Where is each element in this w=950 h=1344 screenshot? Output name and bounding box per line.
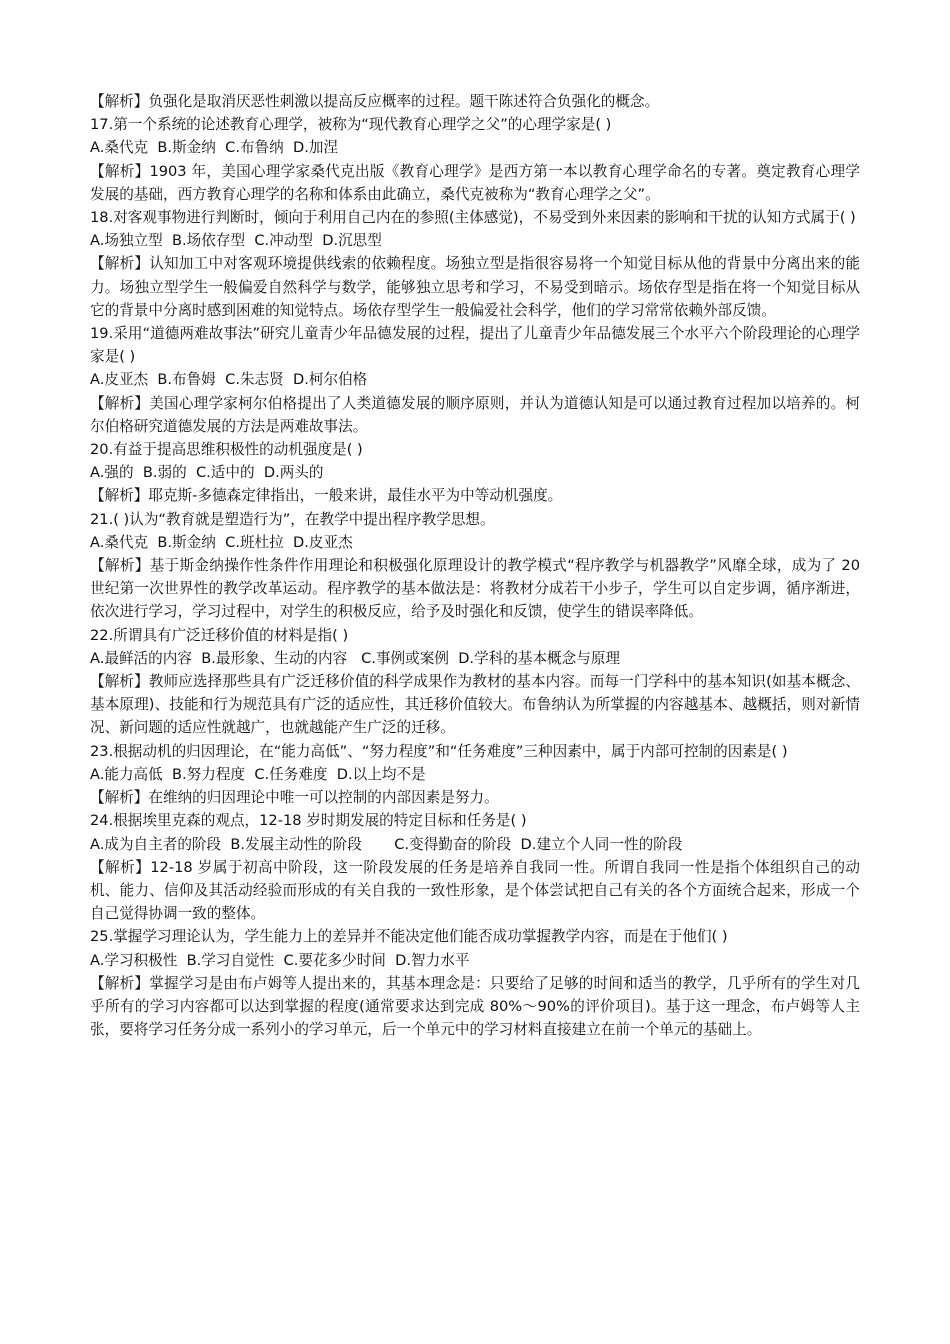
analysis-paragraph: 【解析】负强化是取消厌恶性刺激以提高反应概率的过程。题干陈述符合负强化的概念。 xyxy=(90,93,660,110)
options-25: A.学习积极性 B.学习自觉性 C.要花多少时间 D.智力水平 xyxy=(90,951,470,969)
analysis-23: 【解析】在维纳的归因理论中唯一可以控制的内部因素是努力。 xyxy=(90,789,499,807)
analysis-24: 【解析】12-18 岁属于初高中阶段，这一阶段发展的任务是培养自我同一性。所谓自我同一性是指个体组织自己的动机、能力、信仰及其活动经验而形成的有关自我的一致性形象，是个体尝试把自己有关的各个方面统合起来，形成一个自己觉得协调一致的整体。 xyxy=(90,858,860,923)
question-25: 25.掌握学习理论认为，学生能力上的差异并不能决定他们能否成功掌握教学内容，而是在于他们( ) xyxy=(90,928,728,946)
question-22: 22.所谓具有广泛迁移价值的材料是指( ) xyxy=(90,626,349,644)
options-23: A.能力高低 B.努力程度 C.任务难度 D.以上均不是 xyxy=(90,765,426,783)
options-17: A.桑代克 B.斯金纳 C.布鲁纳 D.加涅 xyxy=(90,139,339,157)
question-17: 17.第一个系统的论述教育心理学，被称为“现代教育心理学之父”的心理学家是( ) xyxy=(90,116,612,134)
question-23: 23.根据动机的归因理论，在“能力高低”、“努力程度”和“任务难度”三种因素中，属于内部可控制的因素是( ) xyxy=(90,742,788,760)
options-20: A.强的 B.弱的 C.适中的 D.两头的 xyxy=(90,464,324,482)
analysis-21: 【解析】基于斯金纳操作性条件作用理论和积极强化原理设计的教学模式“程序教学与机器教学”风靡全球，成为了 20 世纪第一次世界性的教学改革运动。程序教学的基本做法是：将教材分成若干小步子，学生可以自定步调，循序渐进，依次进行学习，学习过程中，对学生的积极反应，给予及时强化和反馈，使学生的错误率降低。 xyxy=(90,557,860,621)
question-18: 18.对客观事物进行判断时，倾向于利用自己内在的参照(主体感觉)，不易受到外来因素的影响和干扰的认知方式属于( ) xyxy=(90,209,856,227)
analysis-25: 【解析】掌握学习是由布卢姆等人提出来的，其基本理念是：只要给了足够的时间和适当的教学，几乎所有的学生对几乎所有的学习内容都可以达到掌握的程度(通常要求达到完成 80%～90%的评价项目)。基于这一理念，布卢姆等人主张，要将学习任务分成一系列小的学习单元，后一个单元中的学习材料直接建立在前一个单元的基础上。 xyxy=(90,974,860,1039)
analysis-19: 【解析】美国心理学家柯尔伯格提出了人类道德发展的顺序原则，并认为道德认知是可以通过教育过程加以培养的。柯尔伯格研究道德发展的方法是两难故事法。 xyxy=(90,394,860,435)
options-22: A.最鲜活的内容 B.最形象、生动的内容 C.事例或案例 D.学科的基本概念与原理 xyxy=(90,649,621,667)
options-19: A.皮亚杰 B.布鲁姆 C.朱志贤 D.柯尔伯格 xyxy=(90,371,368,389)
options-18: A.场独立型 B.场依存型 C.冲动型 D.沉思型 xyxy=(90,232,382,250)
analysis-17: 【解析】1903 年，美国心理学家桑代克出版《教育心理学》是西方第一本以教育心理学命名的专著。奠定教育心理学发展的基础，西方教育心理学的名称和体系由此确立，桑代克被称为“教育心理学之父”。 xyxy=(90,162,860,203)
document-page xyxy=(90,90,860,1041)
options-24: A.成为自主者的阶段 B.发展主动性的阶段 C.变得勤奋的阶段 D.建立个人同一性的阶段 xyxy=(90,835,683,853)
question-19: 19.采用“道德两难故事法”研究儿童青少年品德发展的过程，提出了儿童青少年品德发展三个水平六个阶段理论的心理学家是( ) xyxy=(90,325,860,366)
analysis-18: 【解析】认知加工中对客观环境提供线索的依赖程度。场独立型是指很容易将一个知觉目标从他的背景中分离出来的能力。场独立型学生一般偏爱自然科学与数学，能够独立思考和学习，不易受到暗示。场依存型是指在将一个知觉目标从它的背景中分离时感到困难的知觉特点。场依存型学生一般偏爱社会科学，他们的学习常常依赖外部反馈。 xyxy=(90,255,860,319)
analysis-20: 【解析】耶克斯-多德森定律指出，一般来讲，最佳水平为中等动机强度。 xyxy=(90,487,563,505)
analysis-22: 【解析】教师应选择那些具有广泛迁移价值的科学成果作为教材的基本内容。而每一门学科中的基本知识(如基本概念、基本原理)、技能和行为规范具有广泛的适应性，其迁移价值较大。布鲁纳认为所掌握的内容越基本、越概括，则对新情况、新问题的适应性就越广，也就越能产生广泛的迁移。 xyxy=(90,673,860,737)
options-21: A.桑代克 B.斯金纳 C.班杜拉 D.皮亚杰 xyxy=(90,533,353,551)
question-20: 20.有益于提高思维积极性的动机强度是( ) xyxy=(90,441,363,459)
question-21: 21.( )认为“教育就是塑造行为”，在教学中提出程序教学思想。 xyxy=(90,510,495,528)
question-24: 24.根据埃里克森的观点，12-18 岁时期发展的特定目标和任务是( ) xyxy=(90,812,527,830)
